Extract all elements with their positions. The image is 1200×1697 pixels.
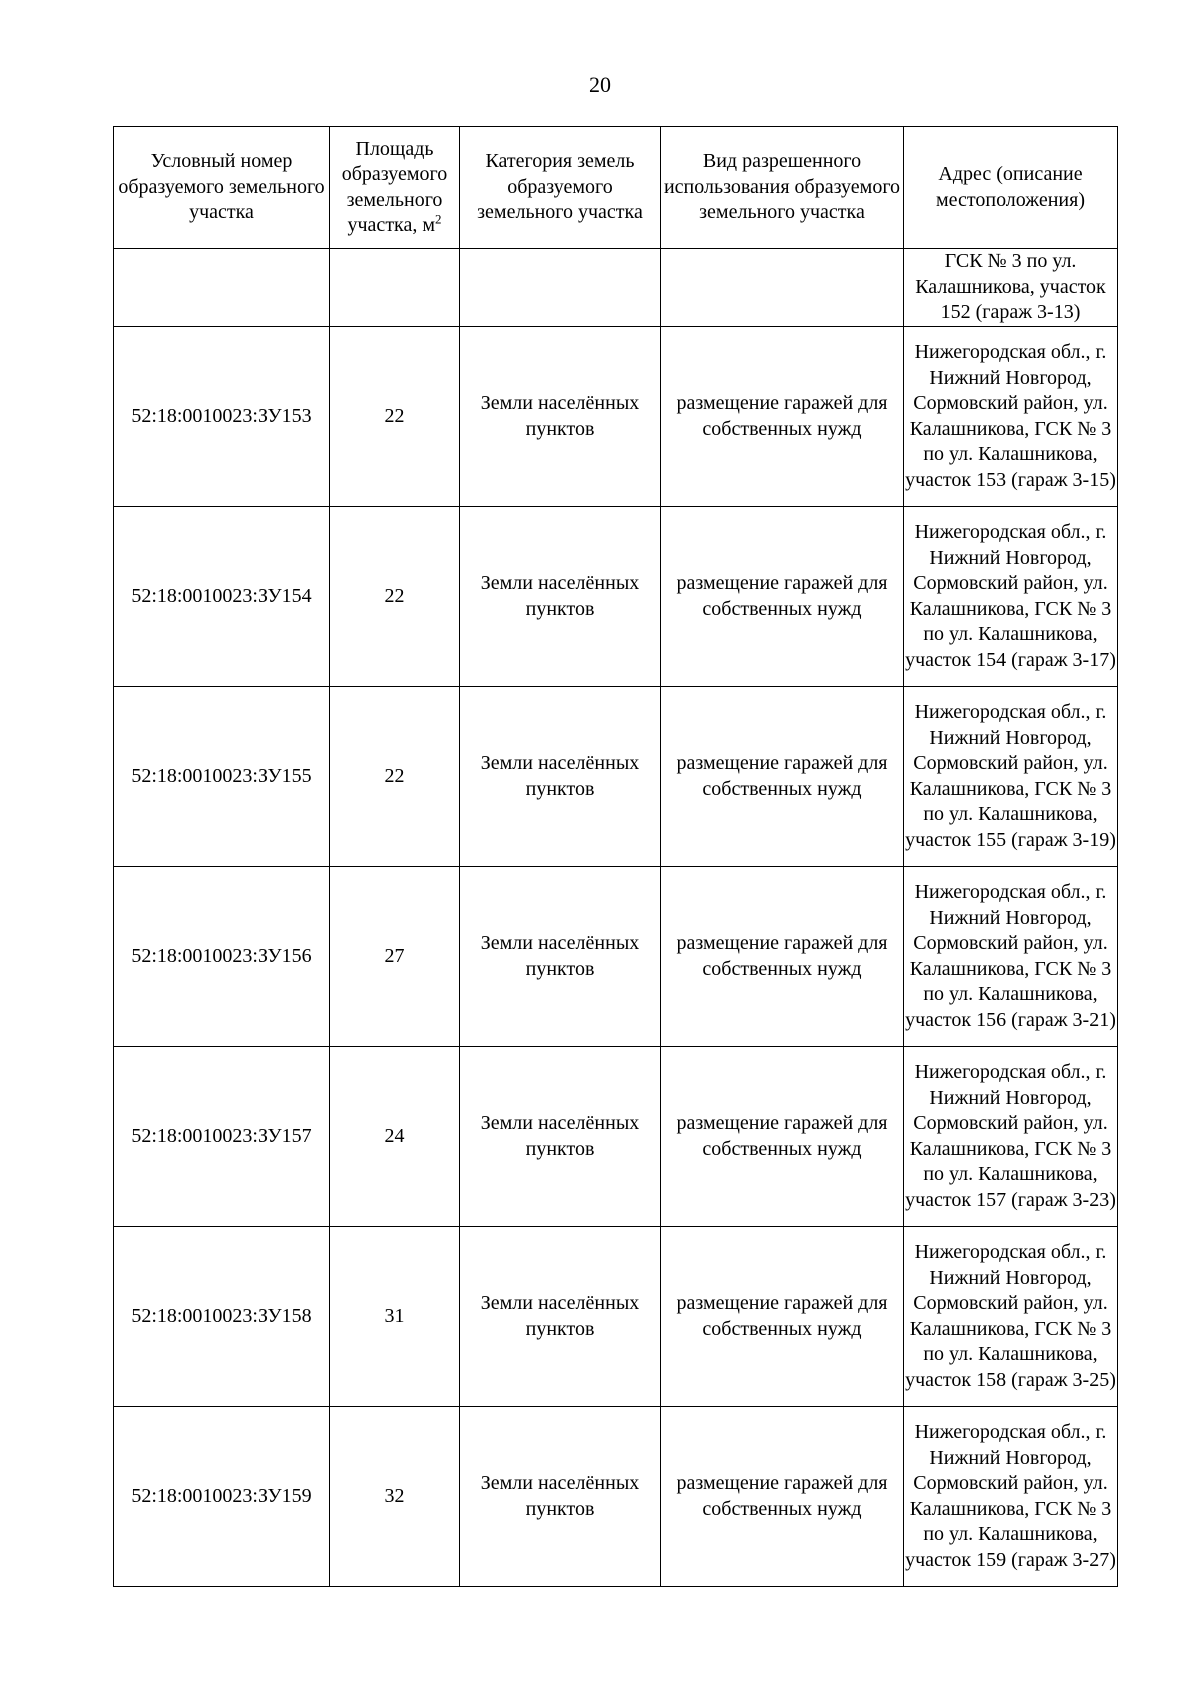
permitted-use-cell	[661, 507, 904, 687]
address-cell-text: Нижегородская обл., г. Нижний Новгород, Сормовский район, ул. Калашникова, ГСК № 3 по ул. Калашникова, участок 157 (гараж 3-23)	[905, 1061, 1116, 1211]
land-plots-table	[113, 126, 1118, 1587]
address-cell	[904, 1407, 1118, 1587]
page-number: 20	[589, 72, 611, 97]
permitted-use-cell	[661, 1047, 904, 1227]
plot-number-cell-text: 52:18:0010023:ЗУ154	[131, 584, 312, 607]
land-category-cell-text: Земли населённых пунктов	[480, 1112, 640, 1160]
plot-area-cell-text: 31	[384, 1304, 405, 1327]
plot-area-cell	[330, 327, 460, 507]
table-row	[114, 1227, 1118, 1407]
permitted-use-cell-text: размещение гаражей для собственных нужд	[676, 752, 888, 800]
table-row	[114, 1047, 1118, 1227]
permitted-use-cell	[661, 867, 904, 1047]
plot-area-cell	[330, 1227, 460, 1407]
table-header	[114, 127, 1118, 249]
header-land-category: Категория земель образуемого земельного участка	[460, 127, 661, 249]
plot-number-cell	[114, 327, 330, 507]
plot-area-cell	[330, 1407, 460, 1587]
plot-number-cell-text: 52:18:0010023:ЗУ155	[131, 764, 312, 787]
address-cell-text: Нижегородская обл., г. Нижний Новгород, Сормовский район, ул. Калашникова, ГСК № 3 по ул. Калашникова, участок 158 (гараж 3-25)	[905, 1241, 1116, 1391]
plot-area-cell	[330, 867, 460, 1047]
land-category-cell-text: Земли населённых пунктов	[480, 572, 640, 620]
continuation-area-cell	[330, 249, 460, 327]
continuation-row	[114, 249, 1118, 327]
address-cell-text: Нижегородская обл., г. Нижний Новгород, Сормовский район, ул. Калашникова, ГСК № 3 по ул. Калашникова, участок 154 (гараж 3-17)	[905, 521, 1116, 671]
plot-number-cell-text: 52:18:0010023:ЗУ159	[131, 1484, 312, 1507]
plot-number-cell-text: 52:18:0010023:ЗУ157	[131, 1124, 312, 1147]
address-cell	[904, 1047, 1118, 1227]
plot-number-cell	[114, 1407, 330, 1587]
address-cell	[904, 507, 1118, 687]
header-plot-area-text: Площадь образуемого земельного участка, м	[341, 137, 448, 236]
continuation-category-cell	[460, 249, 661, 327]
table-row	[114, 1407, 1118, 1587]
plot-area-cell	[330, 507, 460, 687]
table-body	[114, 249, 1118, 1587]
plot-area-cell-text: 22	[384, 764, 405, 787]
permitted-use-cell-text: размещение гаражей для собственных нужд	[676, 932, 888, 980]
address-cell	[904, 687, 1118, 867]
header-permitted-use: Вид разрешенного использования образуемого земельного участка	[661, 127, 904, 249]
address-cell	[904, 1227, 1118, 1407]
header-row	[114, 127, 1118, 249]
land-category-cell	[460, 1407, 661, 1587]
land-category-cell-text: Земли населённых пунктов	[480, 1292, 640, 1340]
plot-area-cell-text: 22	[384, 404, 405, 427]
address-cell	[904, 867, 1118, 1047]
permitted-use-cell	[661, 1407, 904, 1587]
table-row	[114, 327, 1118, 507]
land-category-cell	[460, 327, 661, 507]
plot-number-cell	[114, 1227, 330, 1407]
permitted-use-cell-text: размещение гаражей для собственных нужд	[676, 1112, 888, 1160]
address-cell-text: Нижегородская обл., г. Нижний Новгород, Сормовский район, ул. Калашникова, ГСК № 3 по ул. Калашникова, участок 155 (гараж 3-19)	[905, 701, 1116, 851]
header-plot-area-superscript: 2	[435, 211, 442, 227]
table-row	[114, 507, 1118, 687]
land-category-cell-text: Земли населённых пунктов	[480, 752, 640, 800]
plot-number-cell-text: 52:18:0010023:ЗУ153	[131, 404, 312, 427]
header-plot-area	[330, 127, 460, 249]
plot-area-cell-text: 27	[384, 944, 405, 967]
address-cell-text: Нижегородская обл., г. Нижний Новгород, Сормовский район, ул. Калашникова, ГСК № 3 по ул. Калашникова, участок 159 (гараж 3-27)	[905, 1421, 1116, 1571]
land-category-cell	[460, 507, 661, 687]
continuation-number-cell	[114, 249, 330, 327]
table-row	[114, 867, 1118, 1047]
land-category-cell	[460, 687, 661, 867]
plot-number-cell	[114, 687, 330, 867]
plot-number-cell	[114, 867, 330, 1047]
land-category-cell-text: Земли населённых пунктов	[480, 932, 640, 980]
address-cell-text: Нижегородская обл., г. Нижний Новгород, Сормовский район, ул. Калашникова, ГСК № 3 по ул. Калашникова, участок 156 (гараж 3-21)	[905, 881, 1116, 1031]
permitted-use-cell	[661, 327, 904, 507]
plot-area-cell-text: 32	[384, 1484, 405, 1507]
header-plot-number: Условный номер образуемого земельного участка	[114, 127, 330, 249]
plot-number-cell	[114, 507, 330, 687]
address-cell	[904, 327, 1118, 507]
land-category-cell-text: Земли населённых пунктов	[480, 392, 640, 440]
permitted-use-cell-text: размещение гаражей для собственных нужд	[676, 1292, 888, 1340]
land-category-cell-text: Земли населённых пунктов	[480, 1472, 640, 1520]
permitted-use-cell-text: размещение гаражей для собственных нужд	[676, 392, 888, 440]
permitted-use-cell	[661, 1227, 904, 1407]
address-cell-text: Нижегородская обл., г. Нижний Новгород, Сормовский район, ул. Калашникова, ГСК № 3 по ул. Калашникова, участок 153 (гараж 3-15)	[905, 341, 1116, 491]
plot-number-cell-text: 52:18:0010023:ЗУ158	[131, 1304, 312, 1327]
plot-area-cell	[330, 687, 460, 867]
permitted-use-cell	[661, 687, 904, 867]
plot-area-cell-text: 22	[384, 584, 405, 607]
header-address: Адрес (описание местоположения)	[904, 127, 1118, 249]
permitted-use-cell-text: размещение гаражей для собственных нужд	[676, 572, 888, 620]
table-row	[114, 687, 1118, 867]
permitted-use-cell-text: размещение гаражей для собственных нужд	[676, 1472, 888, 1520]
plot-number-cell	[114, 1047, 330, 1227]
plot-area-cell	[330, 1047, 460, 1227]
plot-number-cell-text: 52:18:0010023:ЗУ156	[131, 944, 312, 967]
continuation-usage-cell	[661, 249, 904, 327]
plot-area-cell-text: 24	[384, 1124, 405, 1147]
land-category-cell	[460, 1047, 661, 1227]
continuation-address-cell: ГСК № 3 по ул. Калашникова, участок 152 (гараж 3-13)	[904, 249, 1118, 327]
land-category-cell	[460, 867, 661, 1047]
land-category-cell	[460, 1227, 661, 1407]
